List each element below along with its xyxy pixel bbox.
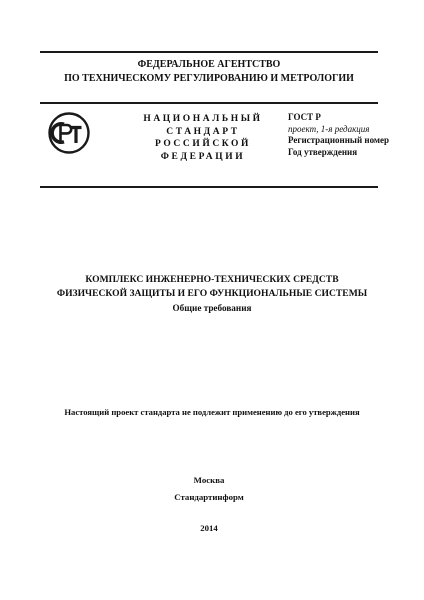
gost-edition: проект, 1-я редакция <box>288 123 370 134</box>
middle-divider <box>40 102 378 104</box>
title-line-2: ФИЗИЧЕСКОЙ ЗАЩИТЫ И ЕГО ФУНКЦИОНАЛЬНЫЕ СИСТЕМЫ <box>56 288 368 299</box>
top-divider <box>40 51 378 53</box>
gost-r-emblem-icon <box>48 112 90 154</box>
national-line-1: НАЦИОНАЛЬНЫЙ <box>143 114 263 124</box>
national-line-2: СТАНДАРТ <box>166 126 240 137</box>
gost-code: ГОСТ Р <box>288 112 321 122</box>
gost-info-block <box>288 112 389 158</box>
agency-line-1: ФЕДЕРАЛЬНОЕ АГЕНТСТВО <box>137 59 281 70</box>
footer-year: 2014 <box>200 523 218 533</box>
agency-header <box>40 58 378 86</box>
gost-registration: Регистрационный номер <box>288 135 390 145</box>
footer-publisher: Стандартинформ <box>174 492 244 502</box>
national-standard-block <box>128 113 278 163</box>
title-line-1: КОМПЛЕКС ИНЖЕНЕРНО-ТЕХНИЧЕСКИХ СРЕДСТВ <box>85 274 339 285</box>
national-line-4: ФЕДЕРАЦИИ <box>160 151 246 162</box>
document-title <box>30 273 394 315</box>
draft-notice: Настоящий проект стандарта не подлежит применению до его утверждения <box>64 407 360 417</box>
agency-line-2: ПО ТЕХНИЧЕСКОМУ РЕГУЛИРОВАНИЮ И МЕТРОЛОГИИ <box>64 73 354 84</box>
footer-city: Москва <box>193 475 225 485</box>
gost-approval-year: Год утверждения <box>288 146 358 157</box>
national-line-3: РОССИЙСКОЙ <box>154 139 252 149</box>
title-subtitle: Общие требования <box>172 303 252 313</box>
bottom-divider <box>40 186 378 188</box>
